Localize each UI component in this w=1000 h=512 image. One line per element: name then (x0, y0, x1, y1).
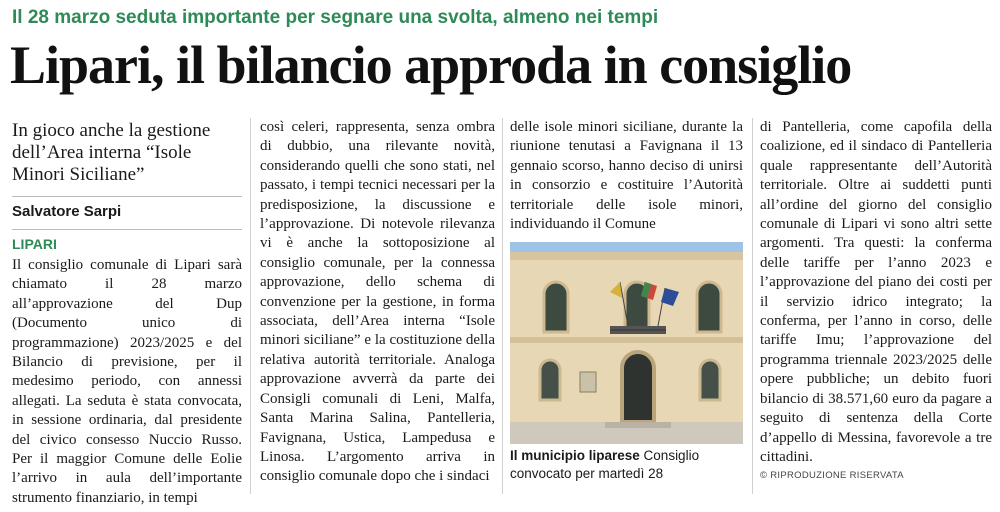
body-text: così celeri, rappresenta, senza ombra di dubbio, una rilevante novità, considerando quelli che sono stati, nel passato, i tempi tecnici necessari per la predisposizione, la discussione e l’approvazione. Di notevole rilevanza vi è anche la sottoposizione al consiglio comunale, per la connessa approvazione, dello schema di convenzione per la gestione, in forma associata, dell’Area interna “Isole minori siciliane” e la costituzione della relativa autorità territoriale. Analoga approvazione avverrà da parte dei Consigli comunali di Leni, Malfa, Santa Marina Salina, Pantelleria, Favignana, Ustica, Lampedusa e Linosa. L’argomento arriva in consiglio comunale dopo che i sindaci (260, 119, 495, 485)
subhead: In gioco anche la gestione dell’Area interna “Isole Minori Siciliane” (12, 120, 211, 185)
author-byline: Salvatore Sarpi (12, 196, 242, 223)
column-rule (752, 118, 753, 494)
column-rule (250, 118, 251, 494)
dateline-place: LIPARI (12, 229, 242, 254)
municipio-photo (510, 242, 743, 444)
body-text: di Pantelleria, come capofila della coalizione, ed il sindaco di Pantelleria quale rappresentante dell’Autorità territoriale. Oltre ai suddetti punti all’ordine del giorno del consiglio comunale di Lipari vi sono altri sette argomenti. Tra questi: la conferma delle tariffe per l’anno 2023 e l’approvazione del piano dei costi per il servizio idrico integrato; la conferma, per l’anno in corso, delle tariffe Imu; l’approvazione del programma triennale 2023/2025 delle opere pubbliche; un debito fuori bilancio di 38.571,60 euro da pagare a seguito di sentenza della Corte d’appello di Messina, favorevole a tre cittadini. (760, 119, 992, 465)
column-4 (760, 118, 992, 468)
caption-bold: Il municipio liparese (510, 448, 640, 463)
photo-caption (510, 447, 743, 483)
column-1 (12, 118, 242, 508)
column-rule (502, 118, 503, 494)
headline: Lipari, il bilancio approda in consiglio (10, 35, 852, 95)
column-3 (510, 118, 743, 238)
kicker: Il 28 marzo seduta importante per segnare una svolta, almeno nei tempi (12, 7, 659, 28)
caption-text: Consiglio convocato per martedì 28 (510, 448, 700, 481)
column-2 (260, 118, 495, 508)
body-text: delle isole minori siciliane, durante la riunione tenutasi a Favignana il 13 gennaio scorso, hanno deciso di unirsi in consorzio e costituire l’Autorità territoriale delle isole minori, individuando il Comune (510, 119, 743, 233)
body-text: Il consiglio comunale di Lipari sarà chiamato il 28 marzo all’approvazione del Dup (Documento unico di programmazione) 2023/2025 e del Bilancio di previsione, per il medesimo periodo, con annessi allegati. La seduta è stata convocata, in sessione ordinaria, dal presidente del civico consesso Nuccio Russo. Per il maggior Comune delle Eolie l’arrivo in aula dell’importante strumento finanziario, in tempi (12, 257, 242, 506)
copyright: © RIPRODUZIONE RISERVATA (760, 470, 904, 481)
